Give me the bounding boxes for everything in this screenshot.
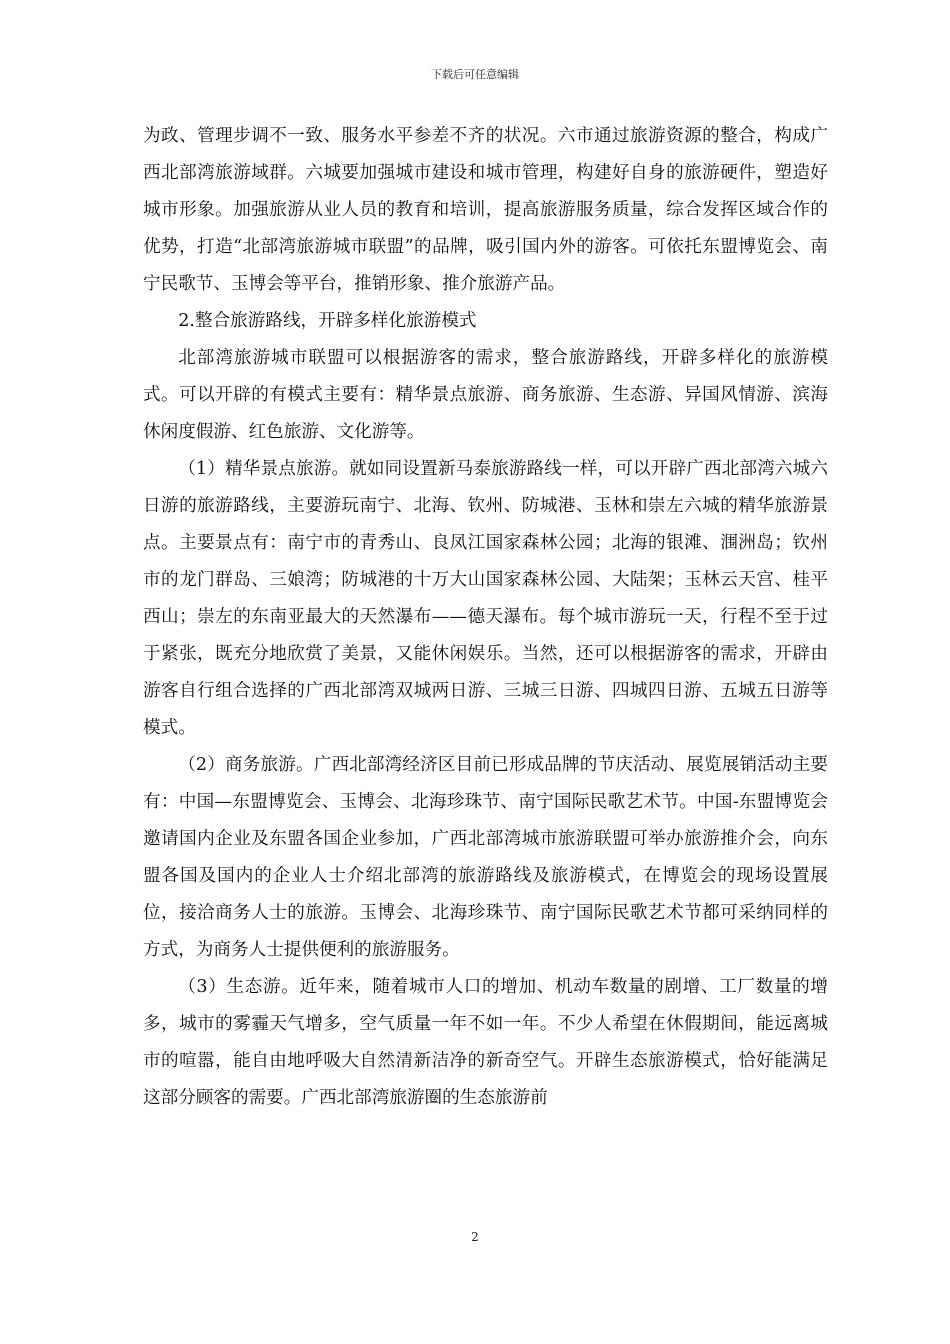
body-text [143, 118, 828, 1117]
section-heading: 2.整合旅游路线，开辟多样化旅游模式 [178, 311, 477, 331]
paragraph: （3）生态游。近年来，随着城市人口的增加、机动车数量的剧增、工厂数量的增多，城市的雾霾天气增多，空气质量一年不如一年。不少人希望在休假期间，能远离城市的喧嚣，能自由地呼吸大自然清新洁净的新奇空气。开辟生态旅游模式，恰好能满足这部分顾客的需要。广西北部湾旅游圈的生态旅游前 [143, 977, 828, 1108]
paragraph: 为政、管理步调不一致、服务水平参差不齐的状况。六市通过旅游资源的整合，构成广西北部湾旅游域群。六城要加强城市建设和城市管理，构建好自身的旅游硬件，塑造好城市形象。加强旅游从业人员的教育和培训，提高旅游服务质量，综合发挥区域合作的优势，打造“北部湾旅游城市联盟”的品牌，吸引国内外的游客。可依托东盟博览会、南宁民歌节、玉博会等平台，推销形象、推介旅游产品。 [143, 126, 828, 294]
paragraph: （1）精华景点旅游。就如同设置新马泰旅游路线一样，可以开辟广西北部湾六城六日游的旅游路线，主要游玩南宁、北海、钦州、防城港、玉林和崇左六城的精华旅游景点。主要景点有：南宁市的青秀山、良凤江国家森林公园；北海的银滩、涠洲岛；钦州市的龙门群岛、三娘湾；防城港的十万大山国家森林公园、大陆架；玉林云天宫、桂平西山；崇左的东南亚最大的天然瀑布——德天瀑布。每个城市游玩一天，行程不至于过于紧张，既充分地欣赏了美景，又能休闲娱乐。当然，还可以根据游客的需求，开辟由游客自行组合选择的广西北部湾双城两日游、三城三日游、四城四日游、五城五日游等模式。 [143, 459, 828, 738]
paragraph: （2）商务旅游。广西北部湾经济区目前已形成品牌的节庆活动、展览展销活动主要有：中国—东盟博览会、玉博会、北海珍珠节、南宁国际民歌艺术节。中国-东盟博览会邀请国内企业及东盟各国企业参加，广西北部湾城市旅游联盟可举办旅游推介会，向东盟各国及国内的企业人士介绍北部湾的旅游路线及旅游模式，在博览会的现场设置展位，接洽商务人士的旅游。玉博会、北海珍珠节、南宁国际民歌艺术节都可采纳同样的方式，为商务人士提供便利的旅游服务。 [143, 755, 828, 960]
page-number: 2 [471, 1230, 479, 1244]
paragraph: 北部湾旅游城市联盟可以根据游客的需求，整合旅游路线，开辟多样化的旅游模式。可以开辟的有模式主要有：精华景点旅游、商务旅游、生态游、异国风情游、滨海休闲度假游、红色旅游、文化游等。 [143, 348, 828, 442]
page-header: 下载后可任意编辑 [431, 68, 519, 81]
